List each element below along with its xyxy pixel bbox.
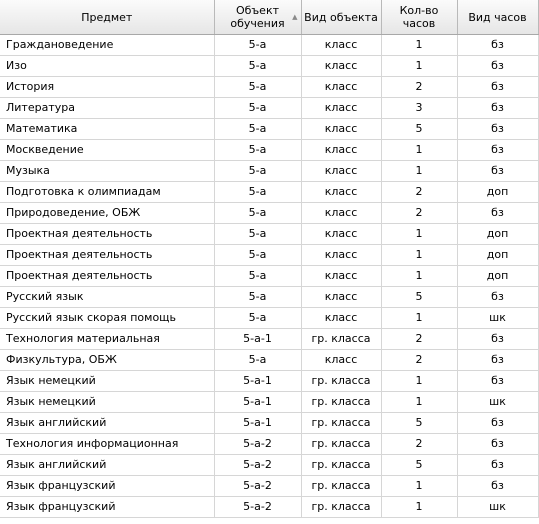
cell-hours[interactable]: 1: [381, 371, 457, 392]
cell-object[interactable]: 5-а-2: [214, 455, 301, 476]
cell-hours-type[interactable]: бз: [457, 371, 538, 392]
table-row[interactable]: [0, 434, 538, 455]
table-row[interactable]: [0, 245, 538, 266]
cell-object[interactable]: 5-а-1: [214, 371, 301, 392]
cell-hours[interactable]: 2: [381, 434, 457, 455]
cell-object[interactable]: 5-а-1: [214, 413, 301, 434]
cell-object-type[interactable]: класс: [301, 224, 381, 245]
cell-subject[interactable]: Подготовка к олимпиадам: [0, 182, 214, 203]
cell-hours-type[interactable]: шк: [457, 308, 538, 329]
cell-subject[interactable]: Технология материальная: [0, 329, 214, 350]
cell-object[interactable]: 5-а: [214, 119, 301, 140]
cell-object[interactable]: 5-а: [214, 203, 301, 224]
cell-object-type[interactable]: класс: [301, 287, 381, 308]
table-row[interactable]: [0, 77, 538, 98]
cell-hours[interactable]: 2: [381, 350, 457, 371]
cell-object-type[interactable]: гр. класса: [301, 497, 381, 518]
cell-hours-type[interactable]: доп: [457, 266, 538, 287]
column-header-hours-type[interactable]: Вид часов: [457, 0, 538, 35]
cell-object[interactable]: 5-а: [214, 266, 301, 287]
cell-object-type[interactable]: класс: [301, 182, 381, 203]
header-row: [0, 0, 538, 35]
column-header-object[interactable]: Объект обучения ▲: [214, 0, 301, 35]
cell-subject[interactable]: Язык немецкий: [0, 392, 214, 413]
table-row[interactable]: [0, 98, 538, 119]
cell-object[interactable]: 5-а-1: [214, 392, 301, 413]
cell-object[interactable]: 5-а-1: [214, 329, 301, 350]
cell-subject[interactable]: Язык английский: [0, 413, 214, 434]
sort-ascending-icon: ▲: [292, 13, 298, 21]
cell-object-type[interactable]: класс: [301, 119, 381, 140]
cell-hours-type[interactable]: бз: [457, 35, 538, 56]
cell-subject[interactable]: Граждановедение: [0, 35, 214, 56]
cell-hours-type[interactable]: бз: [457, 203, 538, 224]
cell-subject[interactable]: Русский язык скорая помощь: [0, 308, 214, 329]
table-row[interactable]: [0, 119, 538, 140]
cell-hours-type[interactable]: бз: [457, 119, 538, 140]
cell-object[interactable]: 5-а: [214, 56, 301, 77]
cell-subject[interactable]: Язык французский: [0, 497, 214, 518]
cell-object-type[interactable]: класс: [301, 350, 381, 371]
cell-hours[interactable]: 2: [381, 182, 457, 203]
cell-hours-type[interactable]: доп: [457, 224, 538, 245]
cell-subject[interactable]: Москведение: [0, 140, 214, 161]
cell-object[interactable]: 5-а: [214, 308, 301, 329]
cell-object[interactable]: 5-а: [214, 98, 301, 119]
cell-hours[interactable]: 1: [381, 245, 457, 266]
table-row[interactable]: [0, 392, 538, 413]
cell-hours-type[interactable]: бз: [457, 476, 538, 497]
cell-object[interactable]: 5-а: [214, 350, 301, 371]
cell-object[interactable]: 5-а: [214, 77, 301, 98]
cell-subject[interactable]: Проектная деятельность: [0, 266, 214, 287]
cell-object-type[interactable]: гр. класса: [301, 455, 381, 476]
cell-subject[interactable]: Язык немецкий: [0, 371, 214, 392]
cell-object-type[interactable]: класс: [301, 56, 381, 77]
table-row[interactable]: [0, 371, 538, 392]
table-row[interactable]: [0, 203, 538, 224]
column-header-subject[interactable]: Предмет: [0, 0, 214, 35]
cell-subject[interactable]: Проектная деятельность: [0, 245, 214, 266]
cell-hours-type[interactable]: бз: [457, 161, 538, 182]
cell-object-type[interactable]: гр. класса: [301, 392, 381, 413]
cell-hours-type[interactable]: бз: [457, 287, 538, 308]
cell-hours-type[interactable]: бз: [457, 77, 538, 98]
cell-object-type[interactable]: класс: [301, 98, 381, 119]
cell-object-type[interactable]: гр. класса: [301, 371, 381, 392]
cell-hours[interactable]: 1: [381, 266, 457, 287]
cell-object-type[interactable]: гр. класса: [301, 434, 381, 455]
cell-hours[interactable]: 5: [381, 413, 457, 434]
cell-hours[interactable]: 3: [381, 98, 457, 119]
table-row[interactable]: [0, 140, 538, 161]
cell-hours[interactable]: 1: [381, 308, 457, 329]
cell-object-type[interactable]: класс: [301, 35, 381, 56]
cell-subject[interactable]: Изо: [0, 56, 214, 77]
cell-object[interactable]: 5-а: [214, 224, 301, 245]
cell-hours[interactable]: 2: [381, 329, 457, 350]
cell-hours[interactable]: 2: [381, 77, 457, 98]
cell-subject[interactable]: Природоведение, ОБЖ: [0, 203, 214, 224]
cell-hours[interactable]: 5: [381, 455, 457, 476]
cell-object-type[interactable]: гр. класса: [301, 476, 381, 497]
cell-object[interactable]: 5-а: [214, 182, 301, 203]
table-row[interactable]: [0, 455, 538, 476]
cell-object-type[interactable]: класс: [301, 308, 381, 329]
cell-hours[interactable]: 1: [381, 392, 457, 413]
cell-hours-type[interactable]: бз: [457, 140, 538, 161]
cell-object-type[interactable]: класс: [301, 140, 381, 161]
column-header-object-type[interactable]: Вид объекта: [301, 0, 381, 35]
table-row[interactable]: [0, 56, 538, 77]
cell-hours-type[interactable]: бз: [457, 56, 538, 77]
cell-subject[interactable]: Литература: [0, 98, 214, 119]
cell-hours-type[interactable]: доп: [457, 182, 538, 203]
table-row[interactable]: [0, 350, 538, 371]
cell-hours[interactable]: 2: [381, 203, 457, 224]
table-row[interactable]: [0, 308, 538, 329]
table-row[interactable]: [0, 266, 538, 287]
cell-hours-type[interactable]: шк: [457, 497, 538, 518]
cell-object-type[interactable]: класс: [301, 161, 381, 182]
cell-subject[interactable]: Русский язык: [0, 287, 214, 308]
cell-object-type[interactable]: класс: [301, 77, 381, 98]
cell-object[interactable]: 5-а: [214, 287, 301, 308]
cell-hours[interactable]: 1: [381, 224, 457, 245]
cell-hours-type[interactable]: бз: [457, 350, 538, 371]
cell-hours-type[interactable]: доп: [457, 245, 538, 266]
cell-hours[interactable]: 5: [381, 287, 457, 308]
cell-hours[interactable]: 1: [381, 56, 457, 77]
cell-hours[interactable]: 1: [381, 476, 457, 497]
cell-subject[interactable]: Язык английский: [0, 455, 214, 476]
cell-subject[interactable]: Технология информационная: [0, 434, 214, 455]
cell-object[interactable]: 5-а: [214, 140, 301, 161]
table-row[interactable]: [0, 413, 538, 434]
table-row[interactable]: [0, 224, 538, 245]
cell-object[interactable]: 5-а: [214, 245, 301, 266]
cell-object[interactable]: 5-а: [214, 161, 301, 182]
table-row[interactable]: [0, 35, 538, 56]
table-row[interactable]: [0, 182, 538, 203]
cell-object[interactable]: 5-а-2: [214, 476, 301, 497]
cell-object-type[interactable]: класс: [301, 245, 381, 266]
cell-hours-type[interactable]: бз: [457, 455, 538, 476]
table-row[interactable]: [0, 329, 538, 350]
table-row[interactable]: [0, 476, 538, 497]
cell-subject[interactable]: История: [0, 77, 214, 98]
cell-hours[interactable]: 5: [381, 119, 457, 140]
cell-hours-type[interactable]: бз: [457, 329, 538, 350]
cell-object-type[interactable]: класс: [301, 266, 381, 287]
cell-hours[interactable]: 1: [381, 161, 457, 182]
cell-object-type[interactable]: класс: [301, 203, 381, 224]
cell-hours[interactable]: 1: [381, 497, 457, 518]
column-header-hours[interactable]: Кол-во часов: [381, 0, 457, 35]
table-row[interactable]: [0, 287, 538, 308]
cell-object[interactable]: 5-а-2: [214, 497, 301, 518]
cell-object[interactable]: 5-а: [214, 35, 301, 56]
cell-subject[interactable]: Математика: [0, 119, 214, 140]
cell-hours[interactable]: 1: [381, 35, 457, 56]
cell-subject[interactable]: Музыка: [0, 161, 214, 182]
cell-hours-type[interactable]: бз: [457, 98, 538, 119]
cell-object-type[interactable]: гр. класса: [301, 329, 381, 350]
cell-hours-type[interactable]: бз: [457, 413, 538, 434]
cell-object-type[interactable]: гр. класса: [301, 413, 381, 434]
cell-object[interactable]: 5-а-2: [214, 434, 301, 455]
cell-subject[interactable]: Язык французский: [0, 476, 214, 497]
table-row[interactable]: [0, 497, 538, 518]
cell-subject[interactable]: Физкультура, ОБЖ: [0, 350, 214, 371]
cell-hours[interactable]: 1: [381, 140, 457, 161]
table-row[interactable]: [0, 161, 538, 182]
cell-hours-type[interactable]: бз: [457, 434, 538, 455]
cell-hours-type[interactable]: шк: [457, 392, 538, 413]
cell-subject[interactable]: Проектная деятельность: [0, 224, 214, 245]
